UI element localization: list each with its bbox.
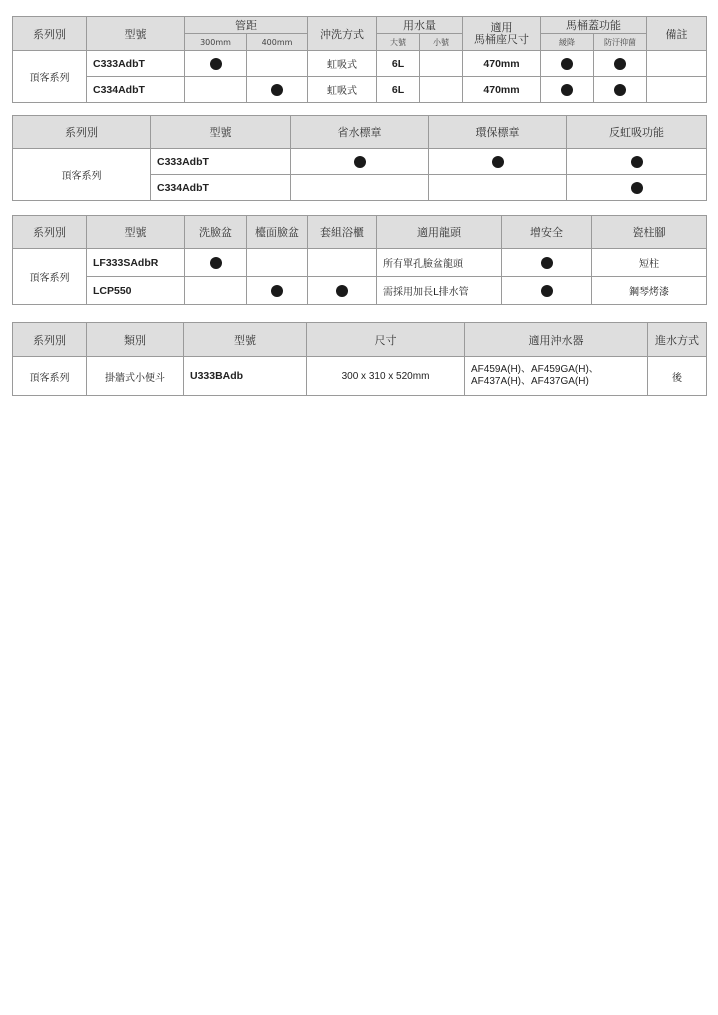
series-cell: 頂客系列: [13, 249, 87, 305]
filled-dot-icon: [631, 182, 643, 194]
model-cell: C333AdbT: [87, 51, 185, 77]
series-cell: 頂客系列: [13, 149, 151, 201]
flusher-line-1: AF459A(H)、AF459GA(H)、: [471, 364, 599, 375]
size-cell: 300 x 310 x 520mm: [307, 357, 465, 396]
header-lid-function: 馬桶蓋功能: [541, 17, 647, 34]
series-cell: 頂客系列: [13, 51, 87, 103]
header-series: 系列別: [13, 116, 151, 149]
filled-dot-icon: [271, 285, 283, 297]
filled-dot-icon: [614, 58, 626, 70]
series-cell: 頂客系列: [13, 357, 87, 396]
model-cell: C333AdbT: [151, 149, 291, 175]
filled-dot-icon: [492, 156, 504, 168]
header-flush-type: 沖洗方式: [308, 17, 377, 51]
small-cell: [420, 51, 463, 77]
table-row: [13, 277, 707, 305]
model-cell: C334AdbT: [87, 77, 185, 103]
antibacterial-cell: [594, 51, 647, 77]
small-cell: [420, 77, 463, 103]
large-cell: 6L: [377, 51, 420, 77]
header-series: 系列別: [13, 17, 87, 51]
header-eco: 環保標章: [429, 116, 567, 149]
header-soft-close: 緩降: [541, 34, 594, 51]
header-water-usage: 用水量: [377, 17, 463, 34]
faucet-cell: 所有單孔臉盆龍頭: [377, 249, 502, 277]
header-large: 大號: [377, 34, 420, 51]
header-model: 型號: [184, 323, 307, 357]
filled-dot-icon: [541, 285, 553, 297]
counter-basin-cell: [247, 249, 308, 277]
table-row: [13, 357, 707, 396]
vanity-cell: [308, 249, 377, 277]
water-saving-cell: [291, 149, 429, 175]
header-inlet: 進水方式: [648, 323, 707, 357]
eco-cell: [429, 149, 567, 175]
filled-dot-icon: [631, 156, 643, 168]
header-category: 類別: [87, 323, 184, 357]
filled-dot-icon: [354, 156, 366, 168]
category-cell: 掛牆式小便斗: [87, 357, 184, 396]
soft-close-cell: [541, 77, 594, 103]
basin-cell: [185, 277, 247, 305]
header-flusher: 適用沖水器: [465, 323, 648, 357]
pedestal-cell: 鋼琴烤漆: [592, 277, 707, 305]
header-seat-size-line1: 適用: [490, 20, 513, 34]
counter-basin-cell: [247, 277, 308, 305]
model-cell: LCP550: [87, 277, 185, 305]
model-cell: C334AdbT: [151, 175, 291, 201]
anti-siphon-cell: [567, 175, 707, 201]
basin-cell: [185, 249, 247, 277]
faucet-cell: 需採用加長L排水管: [377, 277, 502, 305]
header-water-saving: 省水標章: [291, 116, 429, 149]
header-model: 型號: [87, 17, 185, 51]
model-cell: LF333SAdbR: [87, 249, 185, 277]
vanity-cell: [308, 277, 377, 305]
header-series: 系列別: [13, 323, 87, 357]
table-row: [13, 51, 707, 77]
header-model: 型號: [151, 116, 291, 149]
table-row: [13, 149, 707, 175]
safety-cell: [502, 249, 592, 277]
filled-dot-icon: [210, 257, 222, 269]
remarks-cell: [647, 77, 707, 103]
header-size: 尺寸: [307, 323, 465, 357]
header-pedestal: 瓷柱腳: [592, 216, 707, 249]
header-seat-size-line2: 馬桶座尺寸: [474, 32, 529, 46]
header-pipe-400: 400mm: [247, 34, 308, 51]
pedestal-cell: 短柱: [592, 249, 707, 277]
header-seat-size: [463, 17, 541, 51]
header-small: 小號: [420, 34, 463, 51]
header-basin: 洗臉盆: [185, 216, 247, 249]
filled-dot-icon: [271, 84, 283, 96]
filled-dot-icon: [614, 84, 626, 96]
eco-cell: [429, 175, 567, 201]
header-pipe-distance: 管距: [185, 17, 308, 34]
basin-table: [12, 215, 707, 305]
table-row: [13, 249, 707, 277]
anti-siphon-cell: [567, 149, 707, 175]
header-safety: 增安全: [502, 216, 592, 249]
table-row: [13, 77, 707, 103]
pipe-400-cell: [247, 51, 308, 77]
header-faucet: 適用龍頭: [377, 216, 502, 249]
flusher-line-2: AF437A(H)、AF437GA(H): [471, 376, 589, 387]
safety-cell: [502, 277, 592, 305]
water-saving-cell: [291, 175, 429, 201]
seat-cell: 470mm: [463, 51, 541, 77]
seat-cell: 470mm: [463, 77, 541, 103]
inlet-cell: 後: [648, 357, 707, 396]
filled-dot-icon: [336, 285, 348, 297]
soft-close-cell: [541, 51, 594, 77]
header-vanity: 套組浴櫃: [308, 216, 377, 249]
flush-cell: 虹吸式: [308, 77, 377, 103]
filled-dot-icon: [561, 84, 573, 96]
header-anti-siphon: 反虹吸功能: [567, 116, 707, 149]
urinal-table: [12, 322, 707, 396]
header-series: 系列別: [13, 216, 87, 249]
header-antibacterial: 防汙抑菌: [594, 34, 647, 51]
filled-dot-icon: [541, 257, 553, 269]
pipe-300-cell: [185, 77, 247, 103]
model-cell: U333BAdb: [184, 357, 307, 396]
antibacterial-cell: [594, 77, 647, 103]
filled-dot-icon: [210, 58, 222, 70]
pipe-300-cell: [185, 51, 247, 77]
filled-dot-icon: [561, 58, 573, 70]
flusher-cell: [465, 357, 648, 396]
certification-table: [12, 115, 707, 201]
remarks-cell: [647, 51, 707, 77]
pipe-400-cell: [247, 77, 308, 103]
flush-cell: 虹吸式: [308, 51, 377, 77]
header-remarks: 備註: [647, 17, 707, 51]
header-model: 型號: [87, 216, 185, 249]
header-counter-basin: 檯面臉盆: [247, 216, 308, 249]
toilet-spec-table: [12, 16, 707, 103]
header-pipe-300: 300mm: [185, 34, 247, 51]
large-cell: 6L: [377, 77, 420, 103]
